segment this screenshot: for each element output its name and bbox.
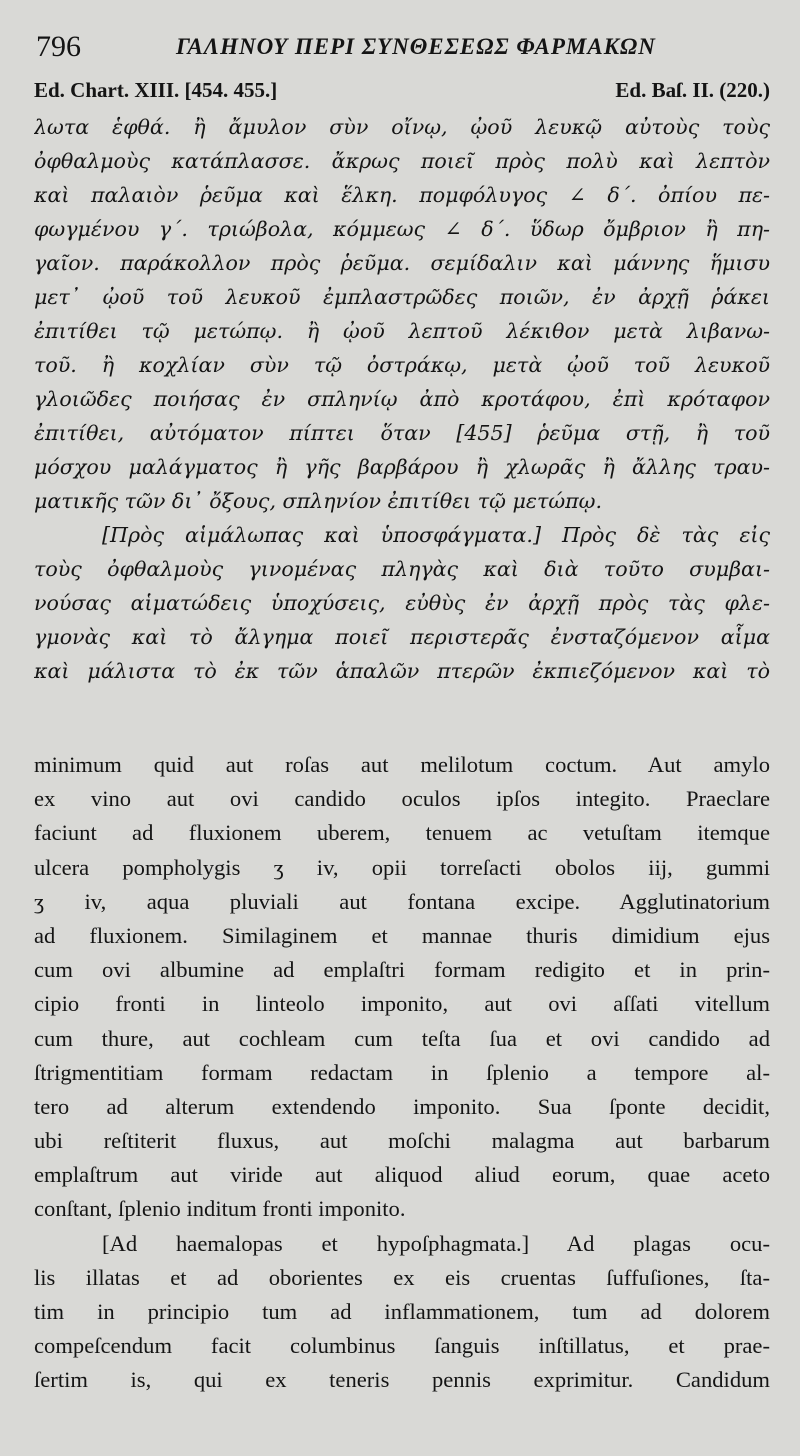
- greek-line: μετ᾽ ᾠοῦ τοῦ λευκοῦ ἐμπλαστρῶδες ποιῶν, ἐν ἀρχῇ ῥάκει: [34, 285, 770, 309]
- greek-line: ἐπιτίθει τῷ μετώπῳ. ἢ ᾠοῦ λεπτοῦ λέκιθον μετὰ λιβανω-: [34, 319, 770, 343]
- latin-line: [Ad haemalopas et hypoſphagmata.] Ad plagas ocu-: [102, 1230, 770, 1256]
- edition-basel: Ed. Baſ. II. (220.): [615, 78, 770, 102]
- greek-line: γλοιῶδες ποιήσας ἐν σπληνίῳ ἀπὸ κροτάφου, ἐπὶ κρόταφον: [34, 387, 770, 411]
- greek-text-block: [34, 110, 770, 688]
- greek-line: καὶ παλαιὸν ῥεῦμα καὶ ἕλκη. πομφόλυγος ∠ δ΄. ὀπίου πε-: [34, 183, 770, 207]
- latin-line: ſertim is, qui ex teneris pennis exprimitur. Candidum: [34, 1367, 770, 1393]
- edition-chartier: Ed. Chart. XIII. [454. 455.]: [34, 78, 278, 102]
- latin-line: cipio fronti in linteolo imponito, aut ovi aſſati vitellum: [34, 991, 770, 1017]
- greek-line: γαῖον. παράκολλον πρὸς ῥεῦμα. σεμίδαλιν καὶ μάννης ἥμισυ: [34, 251, 770, 275]
- greek-line: ὀφθαλμοὺς κατάπλασσε. ἄκρως ποιεῖ πρὸς πολὺ καὶ λεπτὸν: [34, 149, 770, 173]
- latin-line: ad fluxionem. Similaginem et mannae thuris dimidium ejus: [34, 922, 770, 948]
- latin-line: cum thure, aut cochleam cum teſta ſua et ovi candido ad: [34, 1025, 770, 1051]
- greek-line: καὶ μάλιστα τὸ ἐκ τῶν ἁπαλῶν πτερῶν ἐκπιεζόμενον καὶ τὸ: [34, 659, 770, 683]
- latin-line: ex vino aut ovi candido oculos ipſos integito. Praeclare: [34, 786, 770, 812]
- latin-line: minimum quid aut roſas aut melilotum coctum. Aut amylo: [34, 752, 770, 777]
- edition-line: [34, 78, 770, 108]
- latin-line: ulcera pompholygis ʒ iv, opii torreſacti obolos iij, gummi: [34, 854, 770, 880]
- latin-line: compeſcendum facit columbinus ſanguis inſtillatus, et prae-: [34, 1333, 770, 1359]
- latin-line: faciunt ad fluxionem uberem, tenuem ac vetuſtam itemque: [34, 820, 770, 846]
- latin-line: ſtrigmentitiam formam redactam in ſplenio a tempore al-: [34, 1059, 770, 1085]
- page-header: [30, 30, 770, 66]
- greek-line: νούσας αἱματώδεις ὑποχύσεις, εὐθὺς ἐν ἀρχῇ πρὸς τὰς φλε-: [34, 591, 770, 615]
- greek-line: ματικῆς τῶν δι᾽ ὄξους, σπληνίον ἐπιτίθει τῷ μετώπῳ.: [34, 489, 602, 513]
- latin-line: ʒ iv, aqua pluviali aut fontana excipe. Agglutinatorium: [34, 888, 770, 914]
- greek-line: γμονὰς καὶ τὸ ἄλγημα ποιεῖ περιστερᾶς ἐνσταζόμενον αἷμα: [34, 625, 770, 649]
- greek-line: [Πρὸς αἱμάλωπας καὶ ὑποσφάγματα.] Πρὸς δὲ τὰς εἰς: [102, 523, 770, 547]
- latin-text-block: [34, 748, 770, 1398]
- latin-line: conſtant, ſplenio inditum fronti imponito.: [34, 1196, 406, 1222]
- greek-line: τοὺς ὀφθαλμοὺς γινομένας πληγὰς καὶ διὰ τοῦτο συμβαι-: [34, 557, 770, 581]
- greek-line: μόσχου μαλάγματος ἢ γῆς βαρβάρου ἢ χλωρᾶς ἢ ἄλλης τραυ-: [34, 455, 770, 479]
- latin-line: emplaſtrum aut viride aut aliquod aliud eorum, quae aceto: [34, 1162, 770, 1188]
- greek-line: λωτα ἑφθά. ἢ ἄμυλον σὺν οἴνῳ, ᾠοῦ λευκῷ αὐτοὺς τοὺς: [34, 115, 770, 139]
- latin-line: tim in principio tum ad inflammationem, tum ad dolorem: [34, 1299, 770, 1324]
- greek-line: ἐπιτίθει, αὐτόματον πίπτει ὅταν [455] ῥεῦμα στῇ, ἢ τοῦ: [34, 421, 770, 445]
- running-title: ΓΑΛΗΝΟΥ ΠΕΡΙ ΣΥΝΘΕΣΕΩΣ ΦΑΡΜΑΚΩΝ: [176, 34, 656, 59]
- latin-line: ubi reſtiterit fluxus, aut moſchi malagma aut barbarum: [34, 1128, 770, 1154]
- latin-line: cum ovi albumine ad emplaſtri formam redigito et in prin-: [34, 957, 770, 983]
- latin-line: lis illatas et ad oborientes ex eis cruentas ſuffuſiones, ſta-: [34, 1264, 770, 1290]
- page-number: 796: [36, 30, 81, 63]
- latin-line: tero ad alterum extendendo imponito. Sua ſponte decidit,: [34, 1093, 770, 1119]
- greek-line: φωγμένου γ΄. τριώβολα, κόμμεως ∠ δ΄. ὕδωρ ὄμβριον ἢ πη-: [34, 217, 770, 241]
- greek-line: τοῦ. ἢ κοχλίαν σὺν τῷ ὀστράκῳ, μετὰ ᾠοῦ τοῦ λευκοῦ: [34, 353, 770, 377]
